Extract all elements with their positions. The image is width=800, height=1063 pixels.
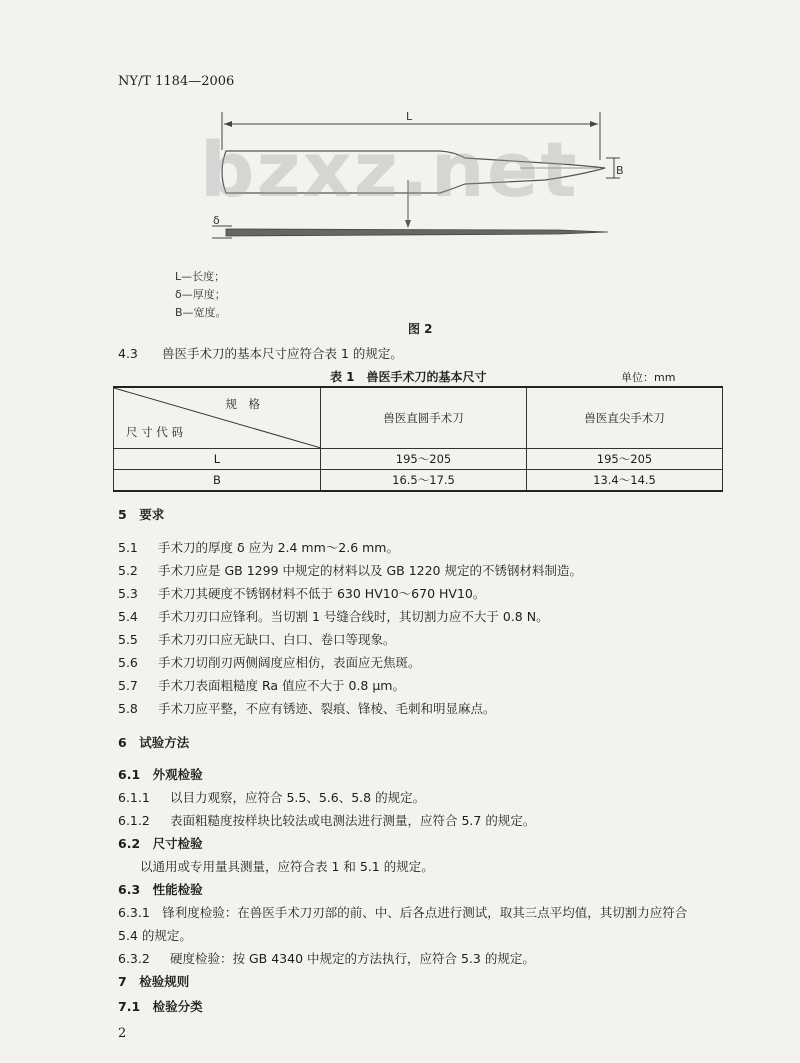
table-row — [114, 449, 723, 470]
clause-text: 以目力观察，应符合 5.5、5.6、5.8 的规定。 — [170, 790, 426, 805]
row-code: L — [114, 449, 321, 470]
clause-5-8 — [118, 699, 496, 717]
page-number: 2 — [118, 1026, 127, 1041]
legend-length: L—长度； — [175, 270, 226, 283]
clause-text: 手术刀表面粗糙度 Ra 值应不大于 0.8 μm。 — [158, 678, 405, 693]
clause-5-6 — [118, 653, 421, 671]
clause-text: 手术刀刃口应锋利。当切割 1 号缝合线时，其切割力应不大于 0.8 N。 — [158, 609, 549, 624]
table-corner-cell — [114, 387, 321, 449]
clause-7-1-heading: 7.1 检验分类 — [118, 999, 203, 1014]
row-value-pointed: 13.4～14.5 — [527, 470, 723, 492]
clause-number: 5.5 — [118, 632, 138, 647]
clause-5-2 — [118, 561, 582, 579]
clause-number: 6.1.2 — [118, 813, 150, 828]
header-round-scalpel: 兽医直圆手术刀 — [321, 387, 527, 449]
table-caption: 表 1 兽医手术刀的基本尺寸 — [330, 370, 487, 384]
figure-caption: 图 2 — [408, 322, 433, 336]
section-7-heading: 7 检验规则 — [118, 974, 190, 989]
clause-6-2-text: 以通用或专用量具测量，应符合表 1 和 5.1 的规定。 — [140, 859, 434, 874]
clause-6-1-heading: 6.1 外观检验 — [118, 767, 203, 782]
clause-5-7 — [118, 676, 405, 694]
clause-number: 5.7 — [118, 678, 138, 693]
legend-width: B—宽度。 — [175, 306, 227, 319]
section-5-heading: 5 要求 — [118, 507, 165, 522]
figure-2 — [0, 0, 800, 340]
clause-6-3-1-line2: 5.4 的规定。 — [118, 928, 192, 943]
clause-6-3-1-line1: 6.3.1 锋利度检验：在兽医手术刀刃部的前、中、后各点进行测试，取其三点平均值，其切割力应符合 — [118, 905, 688, 920]
clause-6-1-1 — [118, 788, 425, 806]
row-value-round: 195～205 — [321, 449, 527, 470]
clause-number: 5.4 — [118, 609, 138, 624]
table-row — [114, 470, 723, 492]
clause-text: 手术刀其硬度不锈钢材料不低于 630 HV10～670 HV10。 — [158, 586, 486, 601]
clause-6-2-heading: 6.2 尺寸检验 — [118, 836, 203, 851]
clause-6-3-heading: 6.3 性能检验 — [118, 882, 203, 897]
blade-side-view — [226, 229, 608, 236]
section-leader-arrow — [405, 220, 411, 228]
corner-code-label: 尺 寸 代 码 — [126, 425, 183, 439]
corner-spec-label: 规 格 — [225, 397, 260, 411]
clause-text: 手术刀应平整，不应有锈迹、裂痕、锋棱、毛刺和明显麻点。 — [158, 701, 496, 716]
dim-label-length: L — [406, 110, 413, 123]
row-code: B — [114, 470, 321, 492]
clause-text: 手术刀刃口应无缺口、白口、卷口等现象。 — [158, 632, 396, 647]
clause-number: 5.2 — [118, 563, 138, 578]
clause-4-3 — [118, 344, 403, 362]
clause-text: 手术刀应是 GB 1299 中规定的材料以及 GB 1220 规定的不锈钢材料制造。 — [158, 563, 582, 578]
dim-arrow-right — [590, 121, 598, 127]
clause-number: 6.3.2 — [118, 951, 150, 966]
table-header-row — [114, 387, 723, 449]
clause-5-4 — [118, 607, 549, 625]
clause-text: 兽医手术刀的基本尺寸应符合表 1 的规定。 — [161, 346, 403, 361]
dim-label-thickness: δ — [213, 214, 220, 227]
clause-5-1 — [118, 538, 399, 556]
row-value-round: 16.5～17.5 — [321, 470, 527, 492]
clause-5-5 — [118, 630, 396, 648]
clause-number: 5.6 — [118, 655, 138, 670]
clause-number: 5.3 — [118, 586, 138, 601]
table-unit: 单位：mm — [621, 371, 676, 384]
clause-number: 6.1.1 — [118, 790, 150, 805]
watermark-text: bzxz.net — [200, 125, 579, 214]
section-6-heading: 6 试验方法 — [118, 735, 190, 750]
header-pointed-scalpel: 兽医直尖手术刀 — [527, 387, 723, 449]
clause-5-3 — [118, 584, 485, 602]
dimensions-table — [113, 386, 723, 492]
clause-text: 表面粗糙度按样块比较法或电测法进行测量，应符合 5.7 的规定。 — [170, 813, 536, 828]
clause-text: 硬度检验：按 GB 4340 中规定的方法执行，应符合 5.3 的规定。 — [170, 951, 535, 966]
clause-number: 4.3 — [118, 346, 138, 361]
standard-number: NY/T 1184—2006 — [118, 74, 235, 89]
clause-number: 5.8 — [118, 701, 138, 716]
clause-text: 手术刀切削刃两侧阔度应相仿，表面应无焦斑。 — [158, 655, 421, 670]
row-value-pointed: 195～205 — [527, 449, 723, 470]
clause-text: 手术刀的厚度 δ 应为 2.4 mm～2.6 mm。 — [158, 540, 399, 555]
clause-6-3-2 — [118, 949, 535, 967]
clause-number: 5.1 — [118, 540, 138, 555]
legend-thickness: δ—厚度； — [175, 288, 226, 301]
dim-label-width: B — [616, 164, 624, 177]
clause-6-1-2 — [118, 811, 535, 829]
